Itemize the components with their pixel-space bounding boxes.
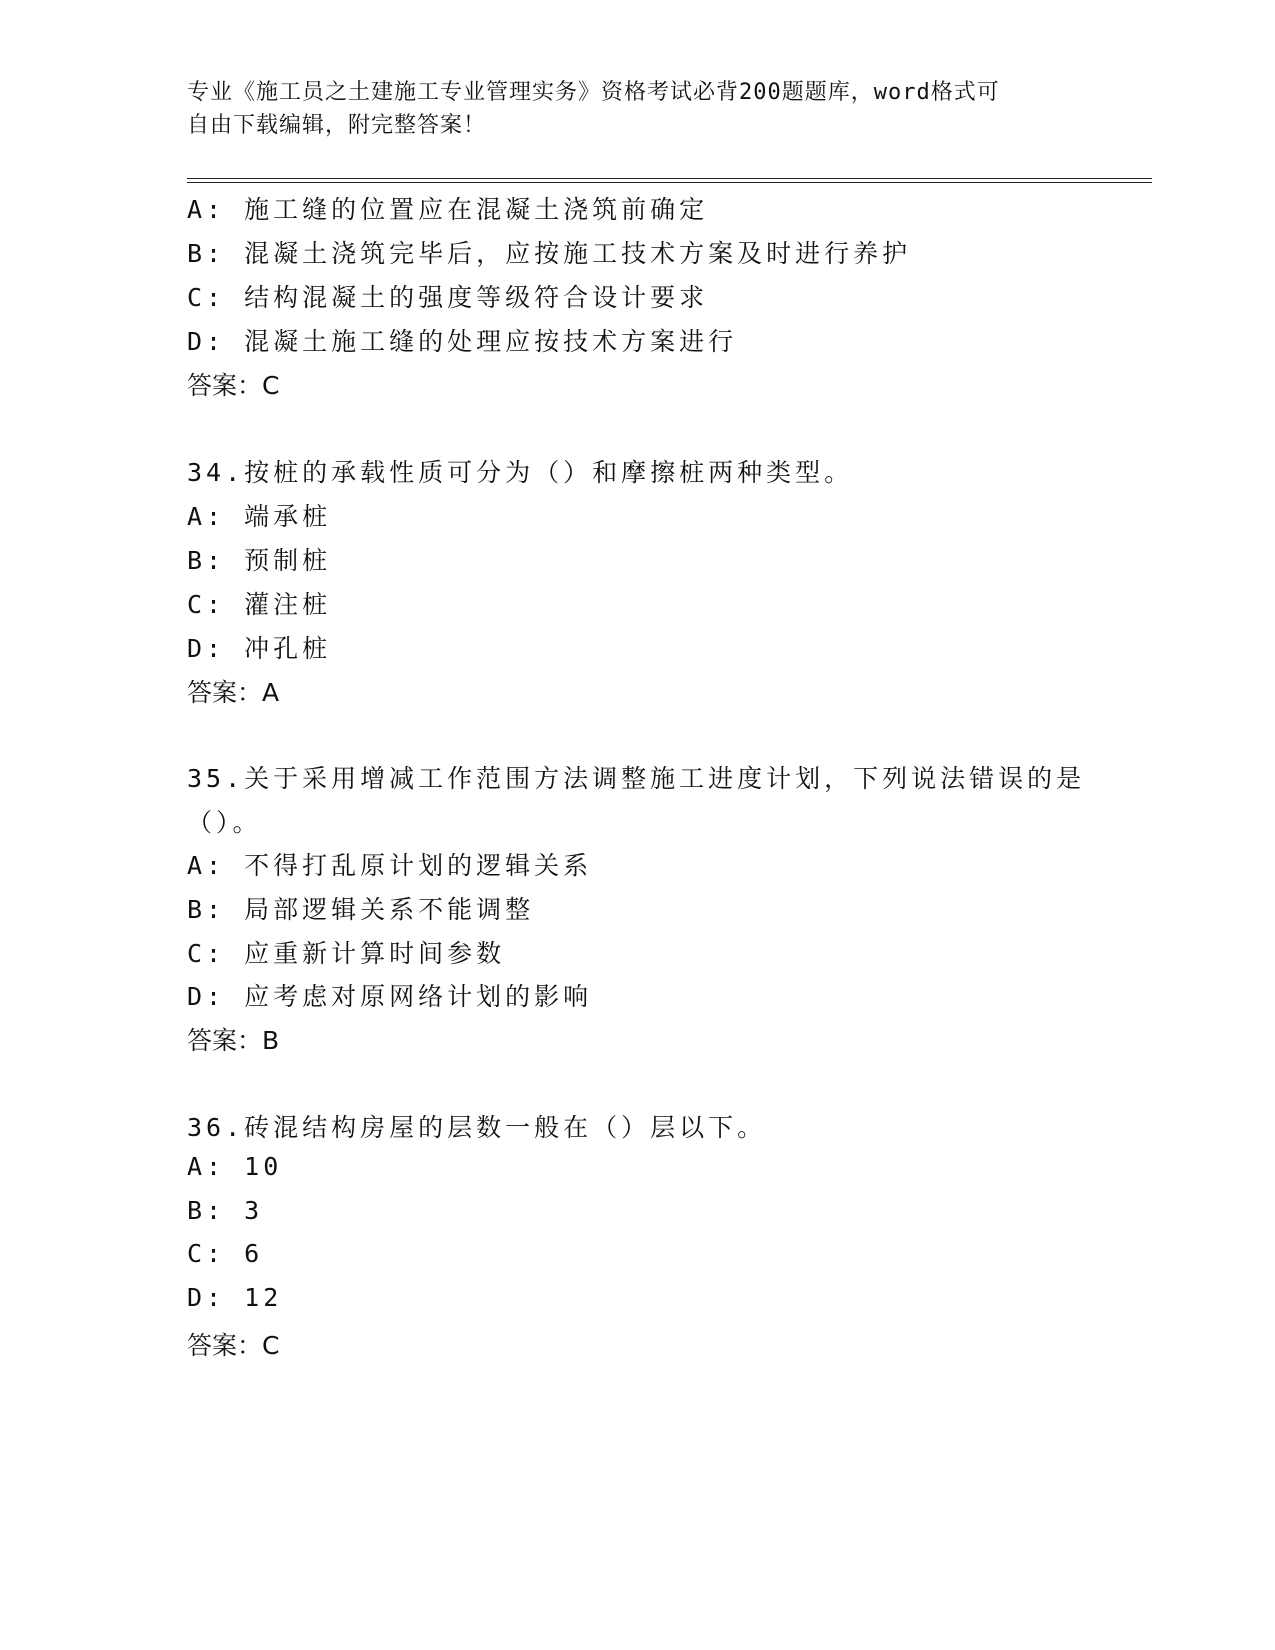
q36-answer: 答案：C <box>187 1331 280 1360</box>
q35-option-d: D: 应考虑对原网络计划的影响 <box>187 982 593 1011</box>
q35-answer: 答案：B <box>187 1026 280 1055</box>
q35-option-a: A: 不得打乱原计划的逻辑关系 <box>187 851 593 880</box>
header-line-2: 自由下载编辑，附完整答案！ <box>187 113 487 138</box>
q33-option-c: C: 结构混凝土的强度等级符合设计要求 <box>187 283 709 312</box>
q34-option-b: B: 预制桩 <box>187 546 332 575</box>
q33-option-a: A: 施工缝的位置应在混凝土浇筑前确定 <box>187 195 709 224</box>
header-divider-top <box>187 178 1152 179</box>
q34-question: 34.按桩的承载性质可分为（）和摩擦桩两种类型。 <box>187 458 854 487</box>
header-divider-bottom <box>187 182 1152 183</box>
q34-answer: 答案：A <box>187 678 280 707</box>
q33-option-d: D: 混凝土施工缝的处理应按技术方案进行 <box>187 327 738 356</box>
q35-question-line-2: （）。 <box>187 808 262 837</box>
q34-option-c: C: 灌注桩 <box>187 590 332 619</box>
q34-option-a: A: 端承桩 <box>187 502 332 531</box>
q36-option-a: A: 10 <box>187 1152 283 1181</box>
q36-option-d: D: 12 <box>187 1283 283 1312</box>
q33-option-b: B: 混凝土浇筑完毕后，应按施工技术方案及时进行养护 <box>187 239 912 268</box>
q36-option-b: B: 3 <box>187 1196 264 1225</box>
q35-option-b: B: 局部逻辑关系不能调整 <box>187 895 535 924</box>
q35-question-line-1: 35.关于采用增减工作范围方法调整施工进度计划，下列说法错误的是 <box>187 764 1086 793</box>
header-line-1: 专业《施工员之土建施工专业管理实务》资格考试必背200题题库，word格式可 <box>187 80 1000 105</box>
q35-option-c: C: 应重新计算时间参数 <box>187 939 506 968</box>
q36-option-c: C: 6 <box>187 1239 264 1268</box>
q33-answer: 答案：C <box>187 371 280 400</box>
q34-option-d: D: 冲孔桩 <box>187 634 332 663</box>
q36-question: 36.砖混结构房屋的层数一般在（）层以下。 <box>187 1113 767 1142</box>
document-header <box>187 76 1067 142</box>
